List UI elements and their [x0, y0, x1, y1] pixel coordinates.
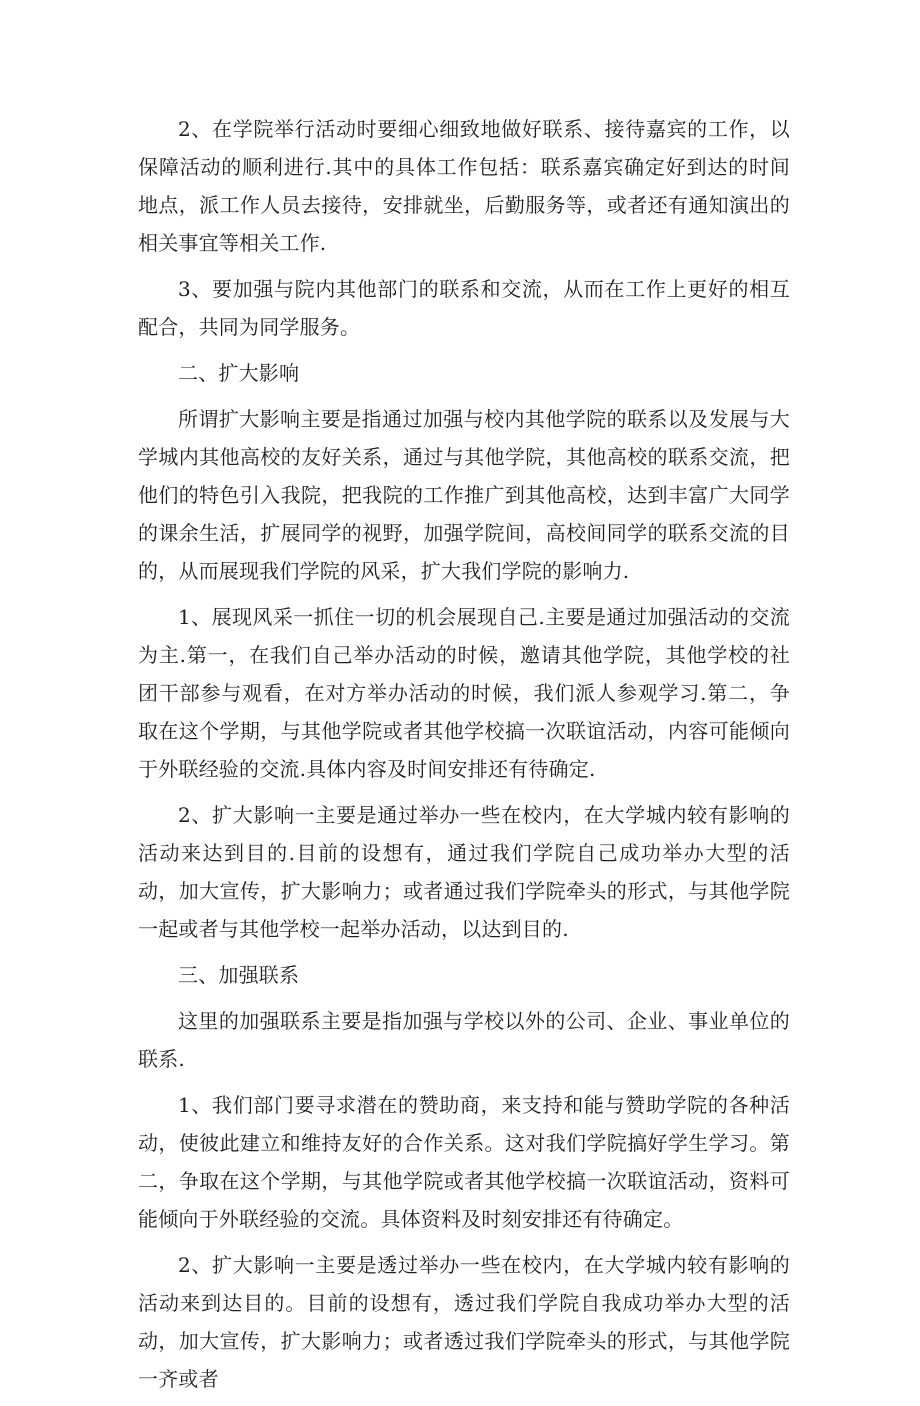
paragraph: 2、在学院举行活动时要细心细致地做好联系、接待嘉宾的工作，以保障活动的顺利进行.其中的具体工作包括：联系嘉宾确定好到达的时间地点，派工作人员去接待，安排就坐，后勤服务等，或者还有通知演出的相关事宜等相关工作. [138, 117, 790, 255]
document-body [138, 110, 790, 1406]
paragraph: 1、展现风采一抓住一切的机会展现自己.主要是通过加强活动的交流为主.第一，在我们自己举办活动的时候，邀请其他学院，其他学校的社团干部参与观看，在对方举办活动的时候，我们派人参观学习.第二，争取在这个学期，与其他学院或者其他学校搞一次联谊活动，内容可能倾向于外联经验的交流.具体内容及时间安排还有待确定. [138, 605, 790, 781]
paragraph: 这里的加强联系主要是指加强与学校以外的公司、企业、事业单位的联系. [138, 1009, 790, 1071]
paragraph: 所谓扩大影响主要是指通过加强与校内其他学院的联系以及发展与大学城内其他高校的友好关系，通过与其他学院，其他高校的联系交流，把他们的特色引入我院，把我院的工作推广到其他高校，达到丰富广大同学的课余生活，扩展同学的视野，加强学院间，高校间同学的联系交流的目的，从而展现我们学院的风采，扩大我们学院的影响力. [138, 407, 790, 583]
paragraph: 1、我们部门要寻求潜在的赞助商，来支持和能与赞助学院的各种活动，使彼此建立和维持友好的合作关系。这对我们学院搞好学生学习。第二，争取在这个学期，与其他学院或者其他学校搞一次联谊活动，资料可能倾向于外联经验的交流。具体资料及时刻安排还有待确定。 [138, 1093, 790, 1231]
section-heading: 二、扩大影响 [178, 361, 300, 385]
paragraph: 2、扩大影响一主要是透过举办一些在校内，在大学城内较有影响的活动来到达目的。目前的设想有，透过我们学院自我成功举办大型的活动，加大宣传，扩大影响力；或者透过我们学院牵头的形式，与其他学院一齐或者 [138, 1253, 790, 1391]
paragraph: 3、要加强与院内其他部门的联系和交流，从而在工作上更好的相互配合，共同为同学服务。 [138, 277, 790, 339]
section-heading: 三、加强联系 [178, 963, 300, 987]
paragraph: 2、扩大影响一主要是通过举办一些在校内，在大学城内较有影响的活动来达到目的.目前的设想有，通过我们学院自己成功举办大型的活动，加大宣传，扩大影响力；或者通过我们学院牵头的形式，与其他学院一起或者与其他学校一起举办活动，以达到目的. [138, 803, 790, 941]
